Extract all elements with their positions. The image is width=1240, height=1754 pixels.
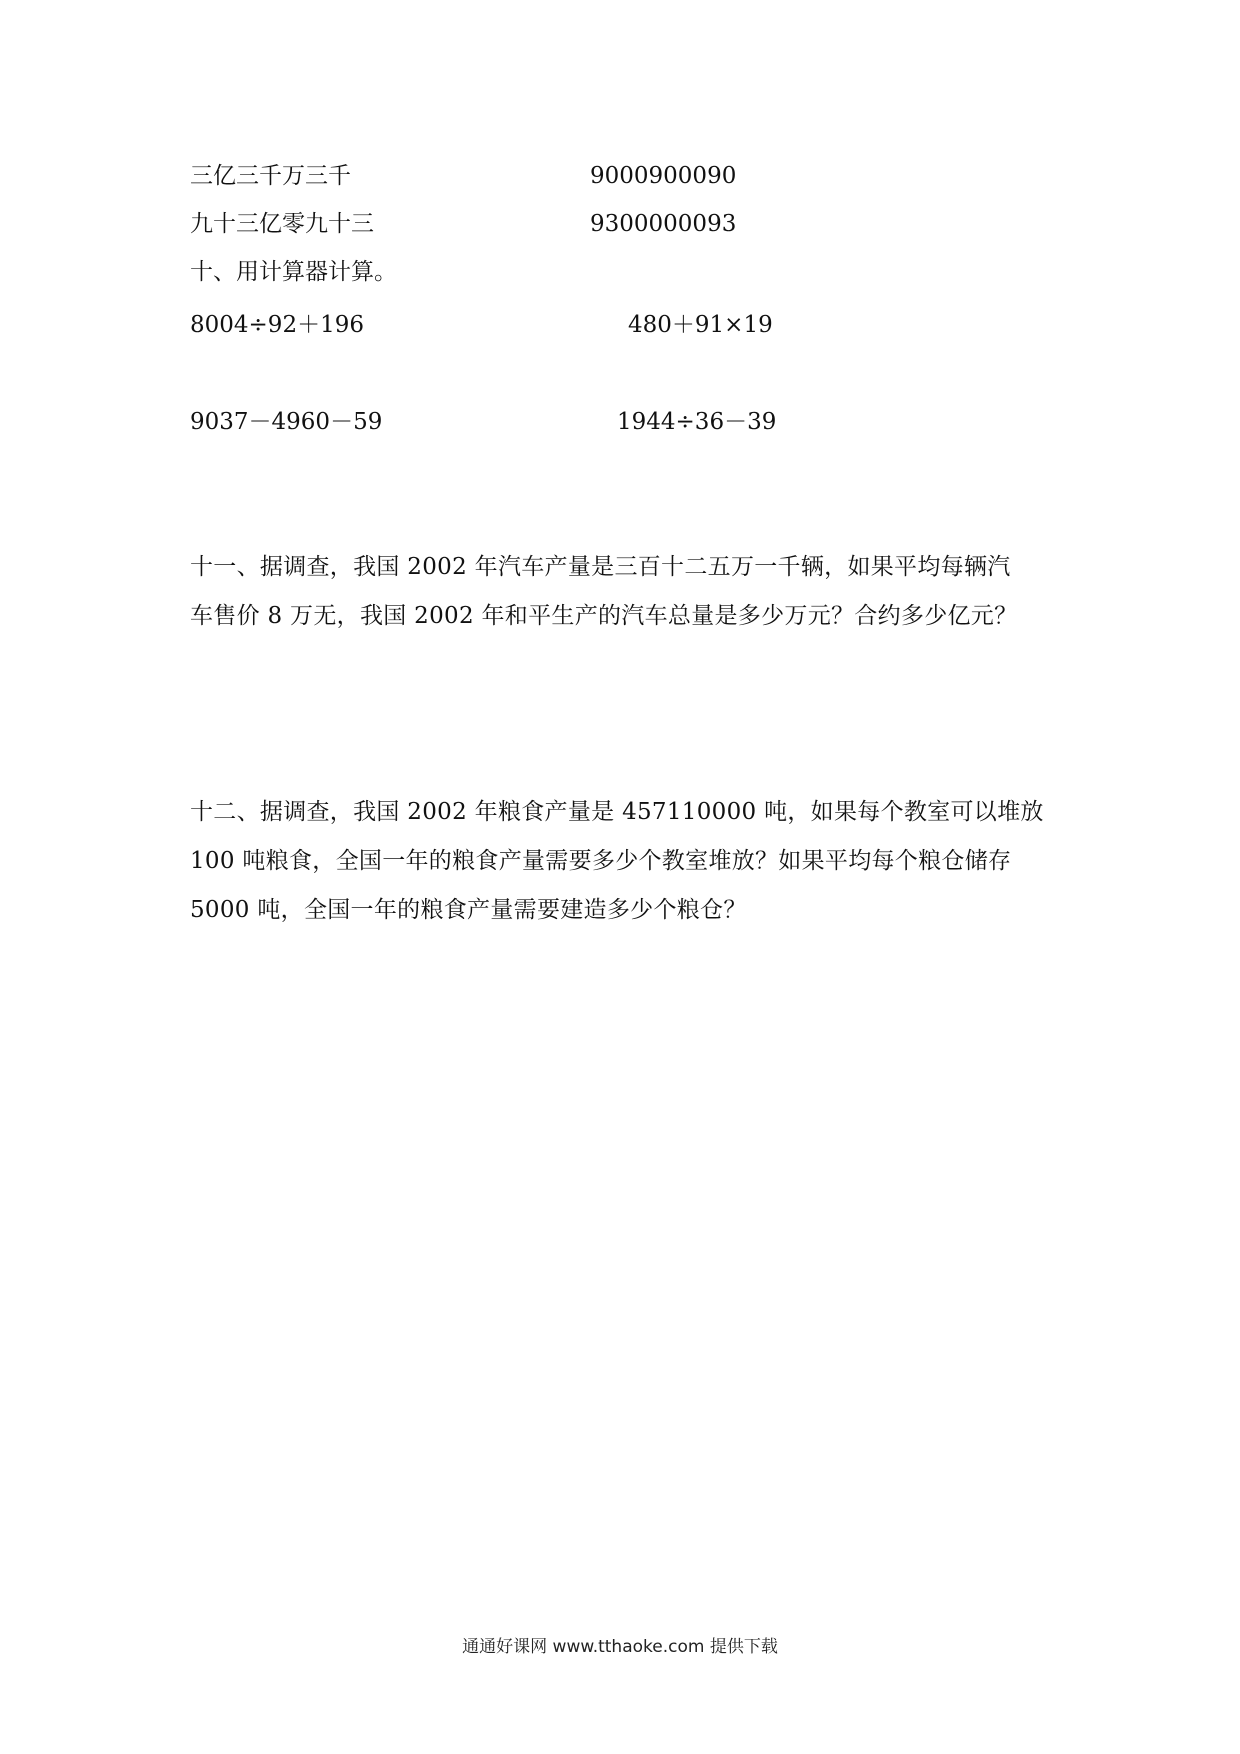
expression-2: 480＋91×19 <box>628 312 773 338</box>
expression-4: 1944÷36－39 <box>617 409 777 435</box>
page-footer: 通通好课网 www.tthaoke.com 提供下载 <box>462 1637 778 1657</box>
matching-left-2: 九十三亿零九十三 <box>190 211 374 237</box>
matching-right-1: 9000900090 <box>590 163 737 189</box>
section-10-title: 十、用计算器计算。 <box>190 259 397 285</box>
section-12-line-1: 十二、据调查，我国 2002 年粮食产量是 457110000 吨，如果每个教室可以堆放 <box>190 799 1044 825</box>
section-12-line-2: 100 吨粮食，全国一年的粮食产量需要多少个教室堆放？如果平均每个粮仓储存 <box>190 848 1012 874</box>
section-11-line-2: 车售价 8 万无，我国 2002 年和平生产的汽车总量是多少万元？合约多少亿元？ <box>190 603 1018 629</box>
matching-left-1: 三亿三千万三千 <box>190 163 351 189</box>
section-11-line-1: 十一、据调查，我国 2002 年汽车产量是三百十二五万一千辆，如果平均每辆汽 <box>190 554 1011 580</box>
section-11-paragraph <box>190 543 1060 641</box>
section-12-paragraph <box>190 788 1060 935</box>
matching-right-2: 9300000093 <box>590 211 737 237</box>
expression-3: 9037－4960－59 <box>190 409 383 435</box>
section-12-line-3: 5000 吨，全国一年的粮食产量需要建造多少个粮仓？ <box>190 897 747 923</box>
expression-1: 8004÷92＋196 <box>190 312 364 338</box>
